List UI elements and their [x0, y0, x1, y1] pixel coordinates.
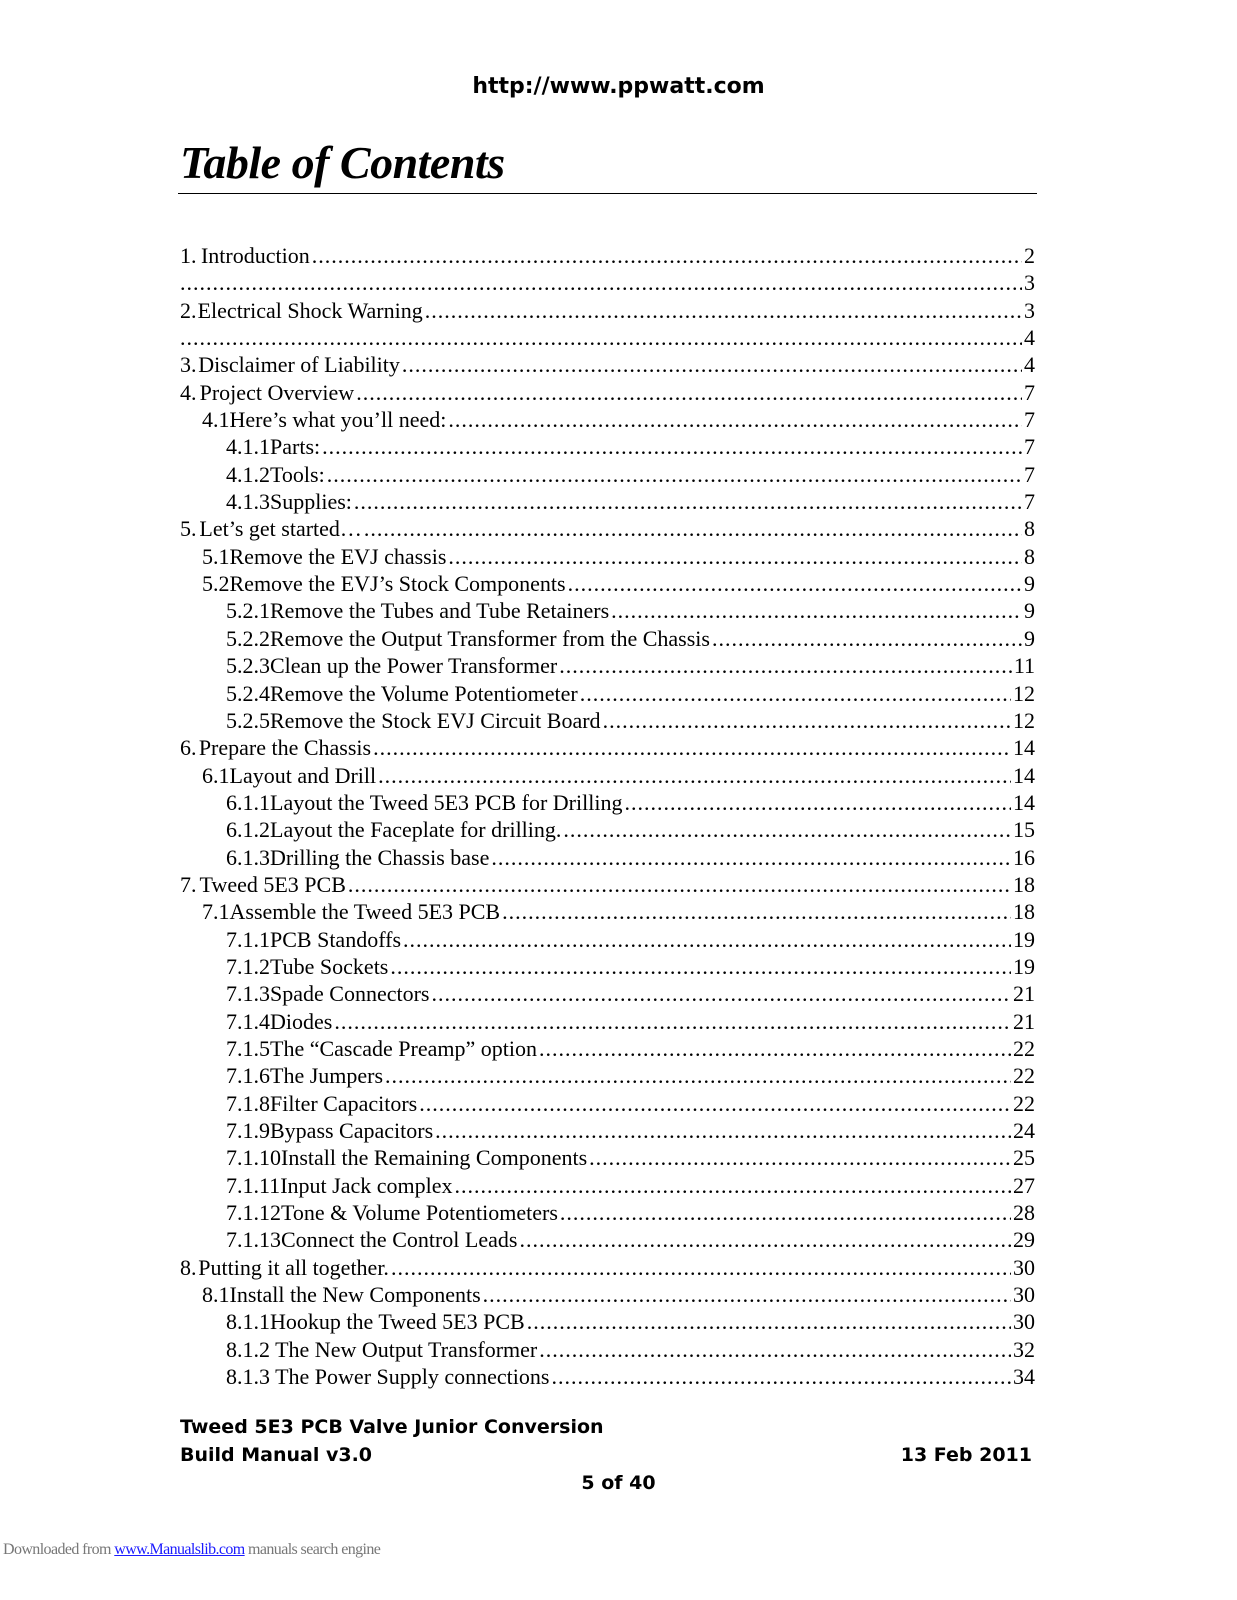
- toc-entry-label: Diodes: [270, 1008, 333, 1034]
- toc-entry[interactable]: [180, 570, 1035, 597]
- toc-entry-label: Input Jack complex: [280, 1172, 453, 1198]
- toc-entry-number: 4.1.2: [226, 461, 270, 487]
- toc-dot-leader: [373, 734, 1011, 761]
- toc-entry[interactable]: [180, 597, 1035, 624]
- toc-entry-label: Remove the EVJ chassis: [229, 543, 447, 569]
- toc-entry[interactable]: [180, 1144, 1035, 1171]
- toc-entry-page: 9: [1024, 571, 1035, 597]
- toc-entry-label: Electrical Shock Warning: [197, 297, 423, 323]
- table-of-contents: [180, 242, 1035, 1390]
- toc-entry-page: 9: [1024, 625, 1035, 651]
- toc-entry[interactable]: [180, 1254, 1035, 1281]
- toc-entry-label: Project Overview: [199, 379, 355, 405]
- toc-entry-label: Remove the Volume Potentiometer: [270, 680, 578, 706]
- toc-entry-label: Remove the Output Transformer from the Chassis: [270, 625, 710, 651]
- toc-entry-label: Filter Capacitors: [270, 1090, 418, 1116]
- toc-entry-page: 18: [1013, 871, 1035, 897]
- title-divider: [178, 193, 1037, 194]
- toc-dot-leader: [402, 351, 1022, 378]
- toc-entry-page: 30: [1013, 1282, 1035, 1308]
- toc-entry-label: Tone & Volume Potentiometers: [281, 1200, 558, 1226]
- toc-entry[interactable]: [180, 515, 1035, 542]
- toc-entry-label: Let’s get started…: [199, 516, 362, 542]
- toc-entry-label: Prepare the Chassis: [198, 735, 372, 761]
- toc-entry-label: Parts:: [270, 434, 321, 460]
- toc-entry-label: Bypass Capacitors: [270, 1118, 434, 1143]
- toc-entry-number: 7.1.5: [226, 1035, 270, 1061]
- toc-entry-label: Here’s what you’ll need:: [229, 407, 447, 433]
- toc-entry-page: 7: [1024, 407, 1035, 433]
- toc-entry-number: 4.1.3: [226, 489, 270, 515]
- toc-entry-number: 6.1.2: [226, 817, 270, 843]
- toc-dot-leader: [391, 1254, 1011, 1281]
- toc-dot-leader: [559, 652, 1012, 679]
- toc-dot-leader: [539, 1035, 1011, 1062]
- toc-entry-label: Tools:: [270, 461, 325, 487]
- toc-entry[interactable]: [180, 953, 1035, 980]
- download-prefix: Downloaded from: [3, 1541, 115, 1558]
- toc-dot-leader: [348, 871, 1011, 898]
- footer-version-line: [180, 1444, 1032, 1466]
- toc-entry[interactable]: [180, 324, 1035, 351]
- toc-entry[interactable]: [180, 816, 1035, 843]
- toc-entry-number: 4.: [180, 379, 197, 405]
- toc-dot-leader: [180, 269, 1022, 296]
- toc-entry-page: 7: [1024, 461, 1035, 487]
- toc-dot-leader: [425, 297, 1022, 324]
- toc-dot-leader: [327, 461, 1022, 488]
- toc-entry-label: Putting it all together.: [198, 1254, 389, 1280]
- toc-entry-number: 4.1.1: [226, 434, 270, 460]
- toc-dot-leader: [403, 926, 1011, 953]
- toc-dot-leader: [454, 1172, 1011, 1199]
- toc-entry-page: 21: [1013, 981, 1035, 1007]
- toc-entry-number: 4.1: [202, 407, 230, 433]
- toc-dot-leader: [322, 433, 1022, 460]
- toc-entry-number: 8.1.1: [226, 1309, 270, 1335]
- toc-entry-label: Tweed 5E3 PCB: [199, 871, 346, 897]
- toc-entry-label: Hookup the Tweed 5E3 PCB: [270, 1309, 525, 1335]
- toc-entry[interactable]: [180, 406, 1035, 433]
- toc-entry-page: 3: [1024, 297, 1035, 323]
- toc-dot-leader: [354, 488, 1022, 515]
- toc-entry[interactable]: [180, 1363, 1035, 1390]
- toc-entry[interactable]: [180, 1090, 1035, 1117]
- toc-entry-number: 5.2.5: [226, 707, 270, 733]
- toc-entry-page: 14: [1013, 789, 1035, 815]
- toc-entry-page: 19: [1013, 953, 1035, 979]
- toc-entry-label: Remove the Stock EVJ Circuit Board: [270, 707, 601, 733]
- toc-dot-leader: [491, 844, 1011, 871]
- toc-entry-page: 14: [1013, 762, 1035, 788]
- toc-dot-leader: [551, 1363, 1011, 1390]
- toc-entry[interactable]: [180, 1336, 1035, 1363]
- toc-dot-leader: [611, 597, 1022, 624]
- toc-entry-page: 27: [1013, 1172, 1035, 1198]
- toc-entry[interactable]: [180, 1281, 1035, 1308]
- toc-entry-page: 16: [1013, 844, 1035, 870]
- toc-entry[interactable]: [180, 734, 1035, 761]
- toc-dot-leader: [448, 406, 1022, 433]
- toc-entry-page: 11: [1013, 653, 1035, 679]
- toc-entry-page: 32: [1013, 1336, 1035, 1362]
- toc-entry-page: 12: [1013, 707, 1035, 733]
- toc-entry[interactable]: [180, 680, 1035, 707]
- toc-dot-leader: [180, 324, 1022, 351]
- toc-entry-page: 7: [1024, 379, 1035, 405]
- toc-entry-number: 5.2.2: [226, 625, 270, 651]
- toc-dot-leader: [539, 1336, 1011, 1363]
- toc-entry[interactable]: [180, 1172, 1035, 1199]
- toc-entry-number: 7.1: [202, 899, 230, 925]
- toc-entry-number: 7.1.8: [226, 1090, 270, 1116]
- toc-entry-number: 7.1.12: [226, 1200, 281, 1226]
- toc-entry-number: 3.: [180, 352, 197, 378]
- toc-entry[interactable]: [180, 461, 1035, 488]
- toc-dot-leader: [385, 1062, 1011, 1089]
- toc-entry-page: 34: [1013, 1364, 1035, 1390]
- toc-entry[interactable]: [180, 543, 1035, 570]
- toc-entry[interactable]: [180, 789, 1035, 816]
- toc-dot-leader: [712, 625, 1022, 652]
- toc-entry[interactable]: [180, 707, 1035, 734]
- toc-entry-label: 8.1.2 The New Output Transformer: [226, 1336, 538, 1362]
- toc-dot-leader: [624, 789, 1011, 816]
- toc-dot-leader: [431, 980, 1011, 1007]
- toc-entry-page: 19: [1013, 926, 1035, 952]
- toc-entry-label: Layout and Drill: [229, 762, 377, 788]
- toc-entry-label: The Jumpers: [270, 1063, 384, 1089]
- toc-entry[interactable]: [180, 433, 1035, 460]
- toc-entry-number: 5.2.3: [226, 653, 270, 679]
- toc-dot-leader: [312, 242, 1022, 269]
- toc-entry-label: Layout the Faceplate for drilling.: [270, 817, 562, 843]
- download-suffix: manuals search engine: [244, 1541, 381, 1558]
- toc-entry-number: 8.: [180, 1254, 197, 1280]
- toc-entry-page: 12: [1013, 680, 1035, 706]
- toc-entry-page: 25: [1013, 1145, 1035, 1171]
- toc-entry-number: 5.2.4: [226, 680, 270, 706]
- toc-entry-page: 7: [1024, 489, 1035, 515]
- toc-entry[interactable]: [180, 625, 1035, 652]
- toc-entry-number: 2.: [180, 297, 197, 323]
- toc-dot-leader: [568, 570, 1022, 597]
- toc-entry-page: 22: [1013, 1035, 1035, 1061]
- toc-entry-number: 7.1.3: [226, 981, 270, 1007]
- toc-entry-label: Clean up the Power Transformer: [270, 653, 558, 679]
- toc-entry-number: 6.1.3: [226, 844, 270, 870]
- toc-entry[interactable]: [180, 926, 1035, 953]
- toc-entry-page: 15: [1013, 817, 1035, 843]
- toc-entry-number: 7.1.13: [226, 1227, 281, 1253]
- toc-dot-leader: [527, 1308, 1011, 1335]
- toc-entry-label: Disclaimer of Liability: [198, 352, 400, 378]
- toc-dot-leader: [390, 953, 1011, 980]
- toc-entry-label: Assemble the Tweed 5E3 PCB: [229, 899, 501, 925]
- toc-entry-number: 7.1.11: [226, 1172, 281, 1198]
- toc-entry-page: 8: [1024, 543, 1035, 569]
- toc-entry-number: 5.2.1: [226, 598, 270, 624]
- header-url: http://www.ppwatt.com: [472, 74, 765, 99]
- toc-entry-number: 5.2: [202, 571, 230, 597]
- toc-dot-leader: [435, 1117, 1011, 1144]
- toc-dot-leader: [519, 1226, 1011, 1253]
- toc-entry-page: 18: [1013, 899, 1035, 925]
- toc-entry-number: 6.1.1: [226, 789, 270, 815]
- toc-entry-label: 8.1.3 The Power Supply connections: [226, 1364, 550, 1390]
- toc-entry-number: 7.1.4: [226, 1008, 270, 1034]
- toc-entry-page: 14: [1013, 735, 1035, 761]
- toc-entry-number: 1.: [180, 243, 197, 268]
- toc-entry-label: The “Cascade Preamp” option: [270, 1035, 537, 1061]
- toc-entry[interactable]: [180, 379, 1035, 406]
- toc-entry-number: 5.1: [202, 543, 230, 569]
- toc-dot-leader: [589, 1144, 1011, 1171]
- toc-entry-label: Install the Remaining Components: [281, 1145, 588, 1171]
- toc-entry-number: 7.1.1: [226, 926, 270, 952]
- toc-dot-leader: [364, 515, 1022, 542]
- manualslib-link[interactable]: www.Manualslib.com: [114, 1541, 245, 1558]
- toc-entry-page: 21: [1013, 1008, 1035, 1034]
- toc-entry-number: 7.: [180, 871, 197, 897]
- toc-dot-leader: [563, 816, 1011, 843]
- toc-entry[interactable]: [180, 351, 1035, 378]
- toc-entry-number: 8.1: [202, 1282, 230, 1308]
- toc-dot-leader: [356, 379, 1022, 406]
- toc-entry-page: 22: [1013, 1090, 1035, 1116]
- toc-entry-page: 22: [1013, 1063, 1035, 1089]
- toc-entry-label: Supplies:: [270, 489, 352, 515]
- toc-entry-page: 7: [1024, 434, 1035, 460]
- toc-entry-number: 6.: [180, 735, 197, 761]
- toc-entry-page: 3: [1024, 270, 1035, 296]
- toc-entry[interactable]: [180, 297, 1035, 324]
- footer-date: 13 Feb 2011: [900, 1444, 1032, 1466]
- toc-entry[interactable]: [180, 242, 1035, 269]
- toc-entry-label: Drilling the Chassis base: [270, 844, 490, 870]
- toc-entry-label: Remove the EVJ’s Stock Components: [229, 571, 566, 597]
- toc-entry[interactable]: [180, 488, 1035, 515]
- toc-entry-number: 6.1: [202, 762, 230, 788]
- toc-entry-page: 30: [1013, 1309, 1035, 1335]
- toc-entry[interactable]: [180, 1199, 1035, 1226]
- toc-dot-leader: [603, 707, 1011, 734]
- toc-entry-label: Layout the Tweed 5E3 PCB for Drilling: [270, 789, 623, 815]
- toc-entry-label: PCB Standoffs: [270, 926, 402, 952]
- toc-entry[interactable]: [180, 1226, 1035, 1253]
- toc-entry-page: 9: [1024, 598, 1035, 624]
- toc-entry[interactable]: [180, 980, 1035, 1007]
- toc-entry-page: 28: [1013, 1200, 1035, 1226]
- toc-dot-leader: [448, 543, 1022, 570]
- page-number: 5 of 40: [581, 1472, 656, 1494]
- toc-entry-label: Install the New Components: [229, 1282, 481, 1308]
- download-notice: [3, 1541, 380, 1559]
- toc-dot-leader: [378, 762, 1011, 789]
- page-title: Table of Contents: [180, 137, 505, 188]
- toc-entry-page: 4: [1024, 325, 1035, 351]
- footer-title: Tweed 5E3 PCB Valve Junior Conversion: [180, 1416, 604, 1438]
- toc-entry[interactable]: [180, 1008, 1035, 1035]
- toc-dot-leader: [502, 898, 1011, 925]
- toc-dot-leader: [334, 1008, 1011, 1035]
- toc-entry-label: Connect the Control Leads: [281, 1227, 518, 1253]
- toc-entry-label: Remove the Tubes and Tube Retainers: [270, 598, 610, 624]
- toc-entry-page: 8: [1024, 516, 1035, 542]
- toc-entry[interactable]: [180, 1062, 1035, 1089]
- toc-entry-page: 30: [1013, 1254, 1035, 1280]
- toc-entry-number: 7.1.2: [226, 953, 270, 979]
- toc-entry-page: 24: [1013, 1118, 1035, 1143]
- toc-entry-label: Tube Sockets: [270, 953, 389, 979]
- toc-entry[interactable]: [180, 871, 1035, 898]
- toc-entry-number: 7.1.6: [226, 1063, 270, 1089]
- toc-entry[interactable]: [180, 1308, 1035, 1335]
- toc-entry-page: 29: [1013, 1227, 1035, 1253]
- footer-version: Build Manual v3.0: [180, 1444, 373, 1466]
- toc-entry-label: Introduction: [200, 243, 310, 268]
- toc-entry-number: 5.: [180, 516, 197, 542]
- toc-entry[interactable]: [180, 844, 1035, 871]
- toc-dot-leader: [483, 1281, 1011, 1308]
- toc-entry[interactable]: [180, 652, 1035, 679]
- toc-entry[interactable]: [180, 898, 1035, 925]
- toc-entry-number: 7.1.10: [226, 1145, 281, 1171]
- toc-entry[interactable]: [180, 762, 1035, 789]
- toc-entry[interactable]: [180, 269, 1035, 296]
- toc-entry-number: 7.1.9: [226, 1118, 270, 1143]
- toc-entry[interactable]: [180, 1117, 1035, 1144]
- toc-entry[interactable]: [180, 1035, 1035, 1062]
- toc-dot-leader: [419, 1090, 1011, 1117]
- toc-entry-page: 2: [1024, 243, 1035, 268]
- toc-dot-leader: [580, 680, 1011, 707]
- toc-entry-page: 4: [1024, 352, 1035, 378]
- toc-dot-leader: [560, 1199, 1011, 1226]
- toc-entry-label: Spade Connectors: [270, 981, 430, 1007]
